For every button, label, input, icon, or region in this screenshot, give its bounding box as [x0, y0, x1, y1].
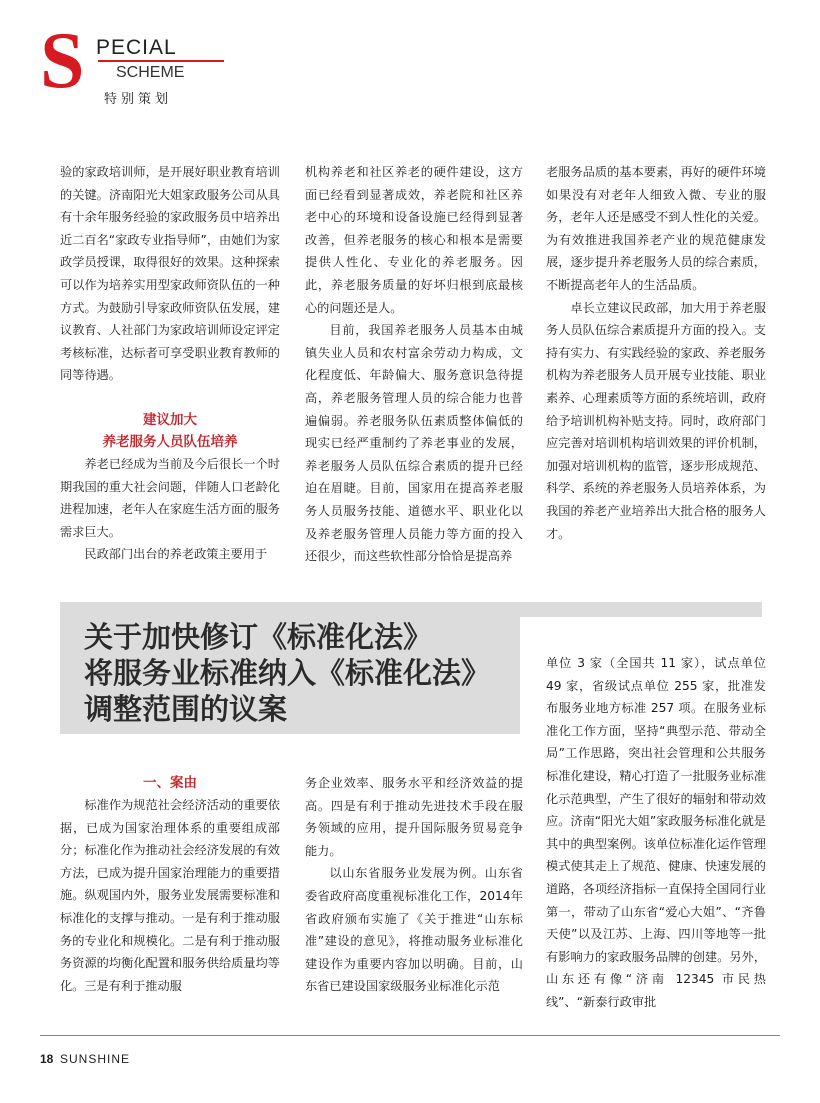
article-title-line: 将服务业标准纳入《标准化法》: [84, 656, 491, 690]
bottom-column-3: [546, 652, 766, 1014]
page-number: 18: [40, 1052, 54, 1066]
paragraph: 验的家政培训师，是开展好职业教育培训的关键。济南阳光大姐家政服务公司从具有十余年服务经验的家政服务员中培养出近二百名“家政专业指导师”，由她们为家政学员授课，取得很好的效果。这种探索可以作为培养实用型家政师资队伍的一种方式。为鼓励引导家政师资队伍发展，建议教育、人社部门为家政培训师设定评定考核标准，达标者可享受职业教育教师的同等待遇。: [60, 165, 280, 383]
bottom-column-2: [305, 772, 523, 998]
logo-word-special: PECIAL: [96, 36, 177, 59]
paragraph: 机构养老和社区养老的硬件建设，这方面已经看到显著成效，养老院和社区养老中心的环境和设备设施已经得到显著改善，但养老服务的核心和根本是需要提供人性化、专业化的养老服务。因此，养老服务质量的好坏归根到底最核心的问题还是人。: [305, 165, 523, 315]
paragraph: 目前，我国养老服务人员基本由城镇失业人员和农村富余劳动力构成，文化程度低、年龄偏大、服务意识急待提高，养老服务管理人员的综合能力也普遍偏弱。养老服务队伍素质整体偏低的现实已经严重制约了养老事业的发展，养老服务人员队伍综合素质的提升已经迫在眉睫。目前，国家用在提高养老服务人员服务技能、道德水平、职业化以及养老服务管理人员能力等方面的投入还很少，而这些软性部分恰恰是提高养: [305, 323, 523, 564]
paragraph: 标准作为规范社会经济活动的重要依据，已成为国家治理体系的重要组成部分；标准化作为推动社会经济发展的有效方法，已成为提升国家治理能力的重要措施。纵观国内外，服务业发展需要标准和标准化的支撑与推动。一是有利于推动服务的专业化和规模化。二是有利于推动服务资源的均衡化配置和服务供给质量均等化。三是有利于推动服: [60, 798, 280, 993]
logo-rule: [98, 60, 224, 62]
paragraph: 单位 3 家（全国共 11 家），试点单位 49 家，省级试点单位 255 家，批准发布服务业地方标准 257 项。在服务业标准化工作方面，坚持“典型示范、带动全局”工作思路，突出社会管理和公共服务标准化建设，精心打造了一批服务业标准化示范典型，产生了很好的辐射和带动效应。济南“阳光大姐”家政服务标准化就是其中的典型案例。该单位标准化运作管理模式使其走上了规范、健康、快速发展的道路，各项经济指标一直保持全国同行业第一，带动了山东省“爱心大姐”、“齐鲁天使”以及江苏、上海、四川等地等一批有影响力的家政服务品牌的创建。另外，山东还有像“济南 12345 市民热线”、“新泰行政审批: [546, 656, 766, 1009]
article-title-line: 调整范围的议案: [84, 692, 288, 726]
top-column-2: [305, 161, 523, 568]
section-heading: 一、案由: [143, 775, 197, 791]
magazine-name: SUNSHINE: [60, 1052, 131, 1066]
section-heading-line: 建议加大: [143, 411, 197, 428]
footer-rule: [40, 1035, 780, 1036]
paragraph: 务企业效率、服务水平和经济效益的提高。四是有利于推动先进技术手段在服务领域的应用，提升国际服务贸易竞争能力。: [305, 776, 523, 858]
logo-word-scheme: SCHEME: [116, 64, 185, 81]
paragraph: 养老已经成为当前及今后很长一个时期我国的重大社会问题，伴随人口老龄化进程加速，老年人在家庭生活方面的服务需求巨大。: [60, 456, 280, 539]
top-column-1: [60, 161, 280, 566]
article-title-line: 关于加快修订《标准化法》: [84, 620, 433, 654]
section-logo: [40, 17, 210, 110]
title-band: [60, 602, 762, 617]
paragraph: 民政部门出台的养老政策主要用于: [84, 547, 268, 562]
section-label: 特别策划: [104, 92, 173, 107]
section-heading-line: 养老服务人员队伍培养: [102, 433, 238, 450]
paragraph: 卓长立建议民政部，加大用于养老服务人员队伍综合素质提升方面的投入。支持有实力、有实践经验的家政、养老服务机构为养老服务人员开展专业技能、职业素养、心理素质等方面的系统培训，政府给予培训机构补贴支持。同时，政府部门应完善对培训机构培训效果的评价机制，加强对培训机构的监管，逐步形成规范、科学、系统的养老服务人员培养体系，为我国的养老产业培养出大批合格的服务人才。: [546, 300, 766, 541]
paragraph: 老服务品质的基本要素，再好的硬件环境如果没有对老年人细致入微、专业的服务，老年人还是感受不到人性化的关爱。为有效推进我国养老产业的规范健康发展，逐步提升养老服务人员的综合素质，不断提高老年人的生活品质。: [546, 165, 766, 292]
paragraph: 以山东省服务业发展为例。山东省委省政府高度重视标准化工作，2014年省政府颁布实施了《关于推进“山东标准”建设的意见》，将推动服务业标准化建设作为重要内容加以明确。目前，山东省已建设国家级服务业标准化示范: [305, 866, 523, 994]
top-column-3: [546, 161, 766, 545]
bottom-column-1: [60, 772, 280, 997]
section-heading: [60, 409, 280, 453]
logo-letter: S: [40, 17, 85, 105]
